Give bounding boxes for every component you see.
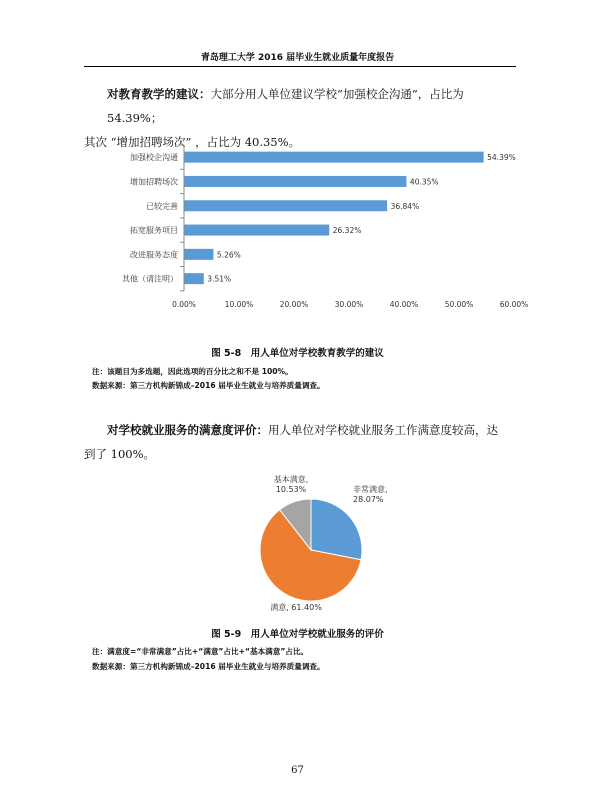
category-label: 加强校企沟通 [130,153,178,163]
paragraph-line-1 [84,418,520,442]
figure-note-5-8: 注：该题目为多选题，因此选项的百分比之和不是 100%。 [92,367,293,376]
x-tick-label: 40.00% [389,299,419,309]
category-label: 增加招聘场次 [130,177,178,187]
category-label: 拓宽服务项目 [130,226,178,236]
category-label: 已较完善 [146,201,178,211]
slice-label: 基本满意, 10.53% [273,475,309,494]
figure-source-5-8: 数据来源：第三方机构新锦成–2016 届毕业生就业与培养质量调查。 [92,381,325,390]
pie-slice [311,499,362,560]
value-label: 26.32% [332,226,362,236]
value-label: 40.35% [409,177,439,187]
bar [185,200,388,211]
paragraph-line-2: 其次 “增加招聘场次” ，占比为 40.35%。 [84,135,301,149]
bar-chart-suggestions [84,140,529,310]
category-label: 其他（请注明） [122,274,178,284]
figure-caption-5-8: 图 5-8 用人单位对学校教育教学的建议 [211,348,384,359]
bar [185,273,204,284]
header-rule [84,66,516,67]
paragraph-service-satisfaction [84,418,520,466]
figure-caption-5-9: 图 5-9 用人单位对学校就业服务的评价 [211,629,384,640]
bar [185,249,214,260]
page-number: 67 [291,765,304,776]
x-tick-label: 60.00% [499,299,529,309]
running-header: 青岛理工大学 2016 届毕业生就业质量年度报告 [200,53,395,63]
pie-chart-satisfaction [210,470,410,610]
category-label: 改进服务态度 [130,250,178,260]
paragraph-line-1 [84,82,520,130]
paragraph-lead: 对学校就业服务的满意度评价： [107,423,268,437]
paragraph-text: 大部分用人单位建议学校“加强校企沟通”，占比为 54.39%； [107,87,464,125]
x-tick-label: 10.00% [224,299,254,309]
x-tick-label: 50.00% [444,299,474,309]
paragraph-text: 用人单位对学校就业服务工作满意度较高，达 [268,423,498,437]
value-label: 5.26% [216,250,241,260]
x-tick-label: 0.00% [172,299,196,309]
value-label: 54.39% [487,153,516,163]
slice-label: 非常满意, 28.07% [353,485,388,504]
bar [185,152,484,163]
x-tick-label: 30.00% [334,299,364,309]
slice-label: 满意, 61.40% [270,603,322,612]
bar [185,176,407,187]
x-tick-label: 20.00% [279,299,309,309]
bar [185,225,330,236]
figure-source-5-9: 数据来源：第三方机构新锦成–2016 届毕业生就业与培养质量调查。 [92,662,325,671]
value-label: 3.51% [207,274,232,284]
paragraph-line-2: 到了 100%。 [84,447,156,461]
paragraph-lead: 对教育教学的建议： [107,87,211,101]
value-label: 36.84% [390,201,420,211]
figure-note-5-9: 注：满意度=“非常满意”占比+“满意”占比+“基本满意”占比。 [92,647,309,656]
